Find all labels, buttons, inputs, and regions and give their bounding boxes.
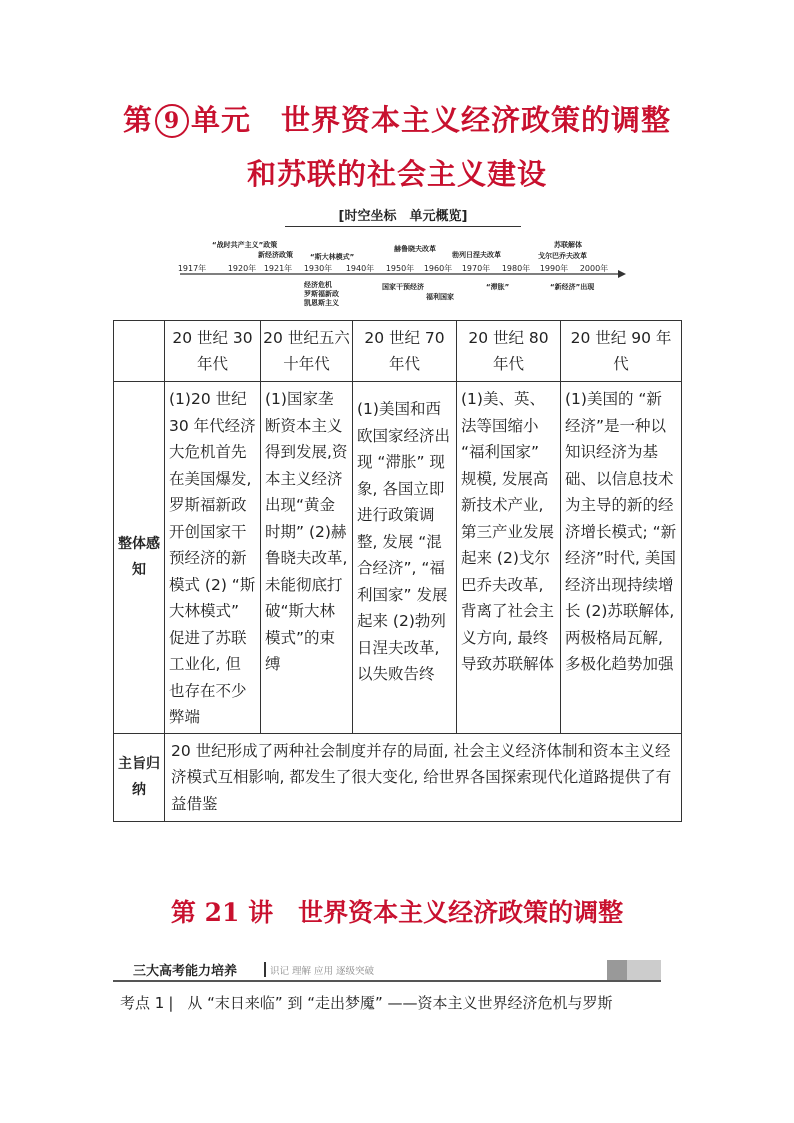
- event-above: 戈尔巴乔夫改革: [538, 252, 587, 260]
- overview-banner: [时空坐标 单元概览]: [285, 205, 521, 227]
- unit-title: [0, 98, 794, 139]
- year-label: 1920年: [227, 264, 257, 273]
- column-header: 20 世纪 30 年代: [165, 321, 261, 382]
- year-label: 2000年: [579, 264, 609, 273]
- column-header: 20 世纪五六十年代: [261, 321, 353, 382]
- year-label: 1950年: [385, 264, 415, 273]
- table-cell: (1)20 世纪 30 年代经济大危机首先在美国爆发, 罗斯福新政开创国家干预经济的新模式 (2) “斯大林模式” 促进了苏联工业化, 但也存在不少弊端: [165, 382, 261, 734]
- event-below: “滞胀”: [486, 283, 510, 291]
- unit-number: 9: [163, 108, 181, 134]
- timeline: [150, 238, 670, 310]
- event-below: “新经济”出现: [550, 283, 595, 291]
- section-subtitle: 识记 理解 应用 逐级突破: [270, 966, 375, 977]
- event-below: 国家干预经济: [382, 283, 424, 291]
- section-separator: [264, 962, 266, 977]
- event-below: 经济危机: [304, 281, 332, 289]
- event-above: 新经济政策: [258, 251, 293, 259]
- column-header: 20 世纪 90 年代: [561, 321, 682, 382]
- topic-label: 考点 1: [120, 994, 165, 1012]
- column-header: 20 世纪 80 年代: [457, 321, 561, 382]
- section-title: 三大高考能力培养: [133, 964, 238, 979]
- table-row: [114, 382, 682, 734]
- event-above: 勃列日涅夫改革: [452, 251, 501, 259]
- summary-row: [114, 733, 682, 822]
- topic-text: 从 “末日来临” 到 “走出梦魇” ——资本主义世界经济危机与罗斯: [187, 994, 613, 1012]
- year-label: 1921年: [263, 264, 293, 273]
- timeline-arrow: [618, 270, 626, 278]
- column-header: 20 世纪 70 年代: [353, 321, 457, 382]
- year-label: 1917年: [177, 264, 207, 273]
- topic-line: 考点 1 | 从 “末日来临” 到 “走出梦魇” ——资本主义世界经济危机与罗斯: [120, 994, 613, 1012]
- summary-text: 20 世纪形成了两种社会制度并存的局面, 社会主义经济体制和资本主义经济模式互相影响, 都发生了很大变化, 给世界各国探索现代化道路提供了有益借鉴: [165, 733, 682, 822]
- table-cell: (1)国家垄断资本主义得到发展,资本主义经济出现“黄金时期” (2)赫鲁晓夫改革,未能彻底打破“斯大林模式”的束缚: [261, 382, 353, 734]
- year-label: 1960年: [423, 264, 453, 273]
- year-label: 1940年: [345, 264, 375, 273]
- section-bar: [113, 960, 661, 982]
- year-label: 1980年: [501, 264, 531, 273]
- event-above: “战时共产主义”政策: [212, 241, 278, 249]
- unit-suffix: 单元: [190, 103, 251, 137]
- title-line1: 世界资本主义经济政策的调整: [281, 103, 672, 137]
- decor-block: [627, 960, 661, 980]
- year-label: 1990年: [539, 264, 569, 273]
- event-below: 福利国家: [426, 293, 454, 301]
- row-label: 整体感知: [114, 382, 165, 734]
- event-above: 苏联解体: [554, 241, 582, 249]
- event-above: 赫鲁晓夫改革: [394, 245, 436, 253]
- summary-label: 主旨归纳: [114, 733, 165, 822]
- table-cell: (1)美、英、法等国缩小 “福利国家” 规模, 发展高新技术产业, 第三产业发展起来 (2)戈尔巴乔夫改革, 背离了社会主义方向, 最终导致苏联解体: [457, 382, 561, 734]
- year-label: 1930年: [303, 264, 333, 273]
- year-label: 1970年: [461, 264, 491, 273]
- unit-number-badge: [155, 104, 189, 138]
- event-above: “斯大林模式”: [310, 253, 355, 261]
- corner-cell: [114, 321, 165, 382]
- title-line2: 和苏联的社会主义建设: [246, 157, 547, 191]
- event-below: 凯恩斯主义: [304, 299, 339, 307]
- table-cell: (1)美国的 “新经济”是一种以知识经济为基础、以信息技术为主导的新的经济增长模式; “新经济”时代, 美国经济出现持续增长 (2)苏联解体, 两极格局瓦解, 多极化趋势加强: [561, 382, 682, 734]
- lecture-title: 第 21 讲 世界资本主义经济政策的调整: [170, 898, 624, 927]
- table-cell: (1)美国和西欧国家经济出现 “滞胀” 现象, 各国立即进行政策调整, 发展 “混合经济”, “福利国家” 发展起来 (2)勃列日涅夫改革, 以失败告终: [353, 382, 457, 734]
- overview-table: [113, 320, 682, 822]
- event-below: 罗斯福新政: [304, 290, 339, 298]
- table-header-row: [114, 321, 682, 382]
- unit-prefix: 第: [122, 103, 153, 137]
- decor-block: [607, 960, 627, 980]
